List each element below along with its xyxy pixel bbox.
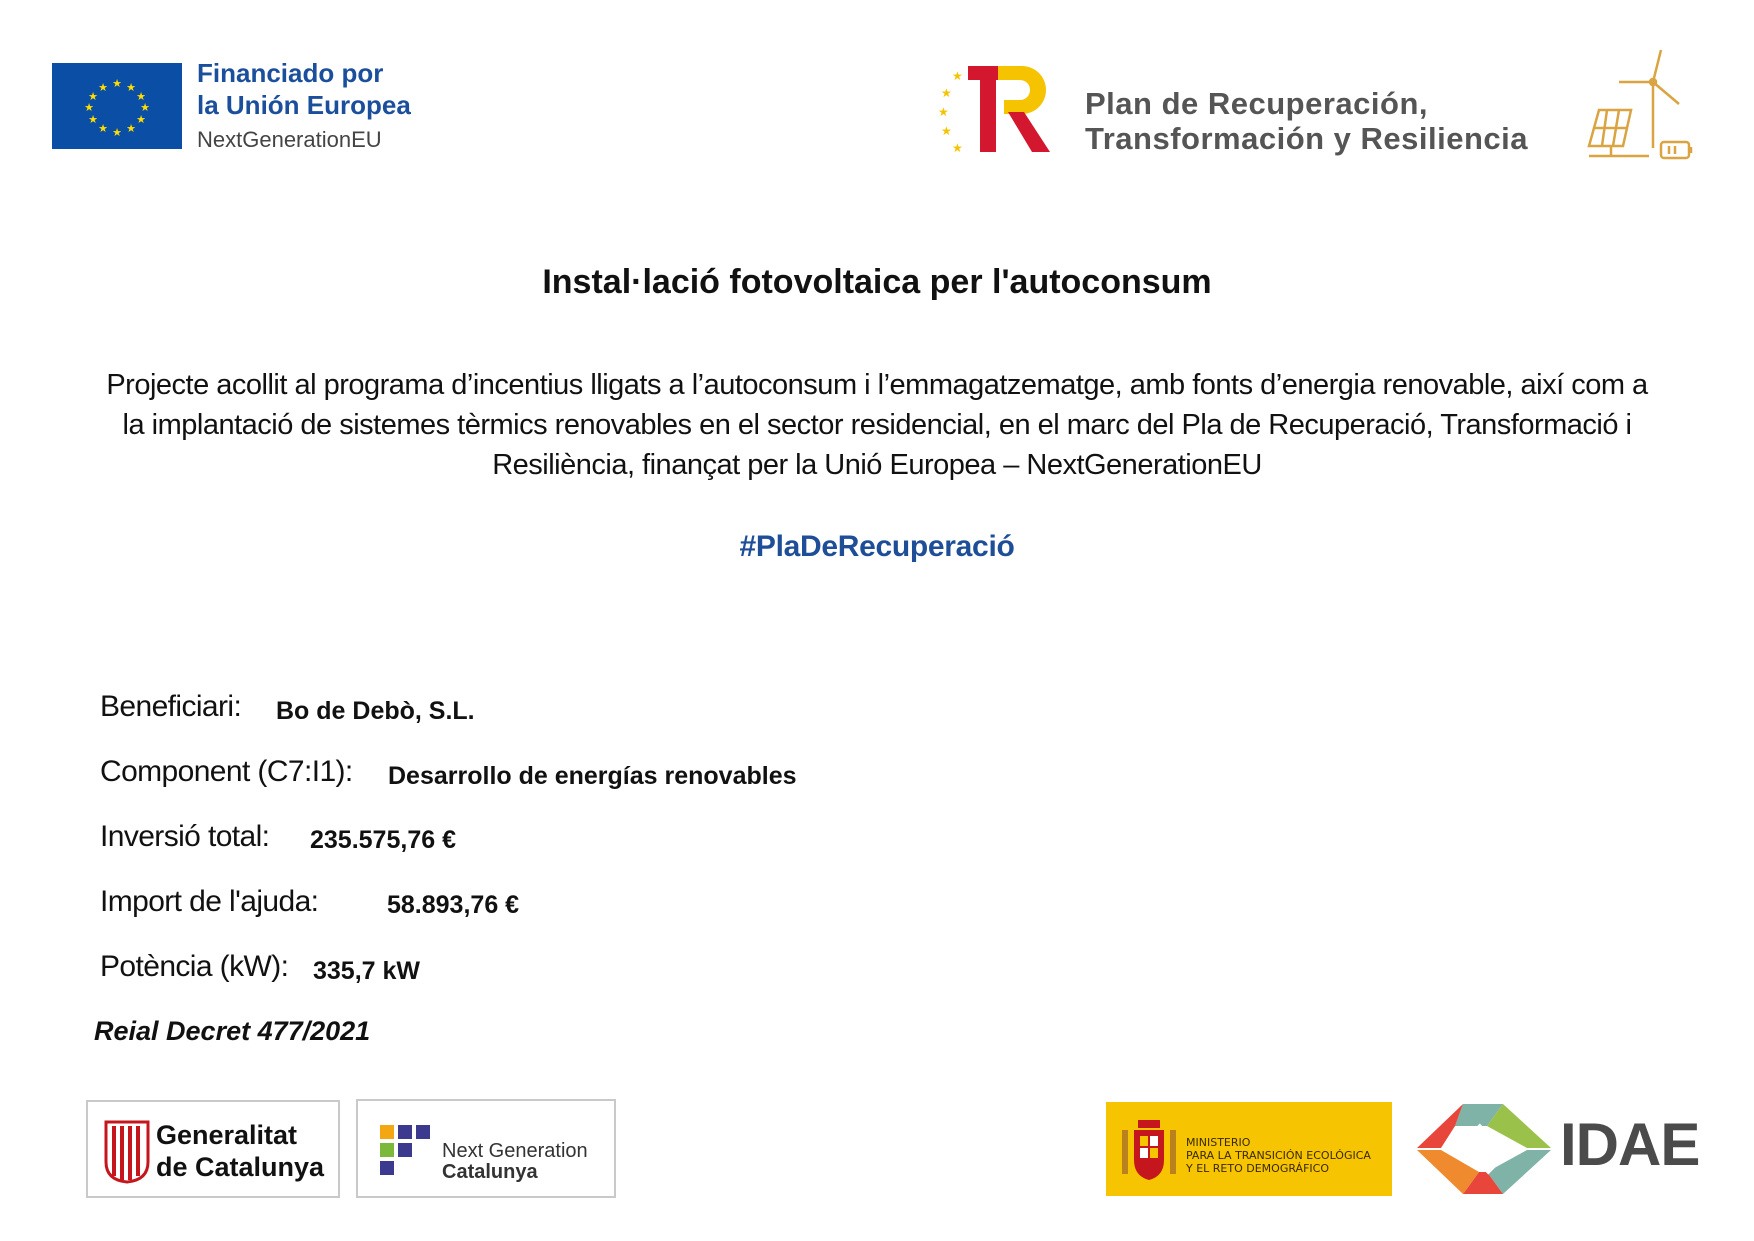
eu-flag-logo bbox=[52, 63, 182, 149]
generalitat-line2: de Catalunya bbox=[156, 1152, 325, 1182]
svg-text:★: ★ bbox=[941, 124, 952, 138]
ministerio-logo bbox=[1106, 1102, 1392, 1196]
generalitat-logo bbox=[86, 1100, 340, 1198]
beneficiari-value: Bo de Debò, S.L. bbox=[276, 697, 475, 725]
prtr-title-line1: Plan de Recuperación, bbox=[1085, 86, 1428, 121]
component-value: Desarrollo de energías renovables bbox=[388, 762, 797, 790]
svg-text:★: ★ bbox=[938, 105, 949, 119]
import-label: Import de l'ajuda: bbox=[100, 885, 319, 918]
svg-text:★: ★ bbox=[126, 122, 136, 135]
decret-reference: Reial Decret 477/2021 bbox=[94, 1016, 371, 1046]
svg-text:★: ★ bbox=[98, 81, 108, 94]
windmill-solar-icon bbox=[1583, 48, 1699, 162]
senyera-emblem-icon bbox=[102, 1118, 152, 1184]
ministerio-line3: Y EL RETO DEMOGRÁFICO bbox=[1186, 1162, 1329, 1175]
svg-text:★: ★ bbox=[88, 90, 98, 103]
svg-text:★: ★ bbox=[136, 90, 146, 103]
eu-funding-line1: Financiado por bbox=[197, 58, 384, 88]
svg-text:★: ★ bbox=[140, 101, 150, 114]
idae-mark-icon bbox=[1415, 1102, 1553, 1196]
ngc-line2: Catalunya bbox=[442, 1161, 538, 1183]
ngc-squares-icon bbox=[380, 1125, 432, 1177]
eu-funding-line3: NextGenerationEU bbox=[197, 127, 382, 152]
prtr-logo bbox=[938, 60, 1058, 156]
svg-text:★: ★ bbox=[952, 69, 963, 83]
project-description: Projecte acollit al programa d’incentius lligats a l’autoconsum i l’emmagatzematge, amb fonts d’energia renovable, així com a la implantació de sistemes tèrmics renovables en el sector residencial, en el marc del Pla de Recuperació, Transformació i Resiliència, finançat per la Unió Europea – NextGenerationEU bbox=[106, 369, 1648, 481]
ngc-line1: Next Generation bbox=[442, 1140, 588, 1162]
prtr-tr-icon bbox=[938, 60, 1058, 156]
svg-text:★: ★ bbox=[88, 113, 98, 126]
eu-stars-icon bbox=[52, 63, 182, 149]
beneficiari-label: Beneficiari: bbox=[100, 690, 242, 723]
svg-text:★: ★ bbox=[952, 141, 963, 155]
potencia-label: Potència (kW): bbox=[100, 950, 289, 983]
prtr-title-line2: Transformación y Resiliencia bbox=[1085, 121, 1529, 156]
svg-text:★: ★ bbox=[84, 101, 94, 114]
svg-text:★: ★ bbox=[112, 126, 122, 139]
page-title: Instal·lació fotovoltaica per l'autoconsum bbox=[542, 263, 1212, 301]
potencia-value: 335,7 kW bbox=[313, 957, 421, 985]
ministerio-line2: PARA LA TRANSICIÓN ECOLÓGICA bbox=[1186, 1149, 1371, 1162]
inversio-label: Inversió total: bbox=[100, 820, 270, 853]
next-generation-catalunya-logo bbox=[356, 1099, 616, 1198]
svg-text:★: ★ bbox=[98, 122, 108, 135]
svg-text:★: ★ bbox=[136, 113, 146, 126]
import-value: 58.893,76 € bbox=[387, 891, 520, 919]
svg-text:★: ★ bbox=[941, 86, 952, 100]
component-label: Component (C7:I1): bbox=[100, 755, 353, 788]
eu-funding-line2: la Unión Europea bbox=[197, 90, 411, 120]
inversio-value: 235.575,76 € bbox=[310, 826, 456, 854]
hashtag: #PlaDeRecuperació bbox=[739, 530, 1015, 563]
svg-text:★: ★ bbox=[112, 77, 122, 90]
svg-text:★: ★ bbox=[126, 81, 136, 94]
generalitat-line1: Generalitat bbox=[156, 1120, 298, 1150]
spain-crest-icon bbox=[1118, 1114, 1180, 1184]
idae-text: IDAE bbox=[1560, 1111, 1700, 1178]
ministerio-line1: MINISTERIO bbox=[1186, 1136, 1251, 1149]
